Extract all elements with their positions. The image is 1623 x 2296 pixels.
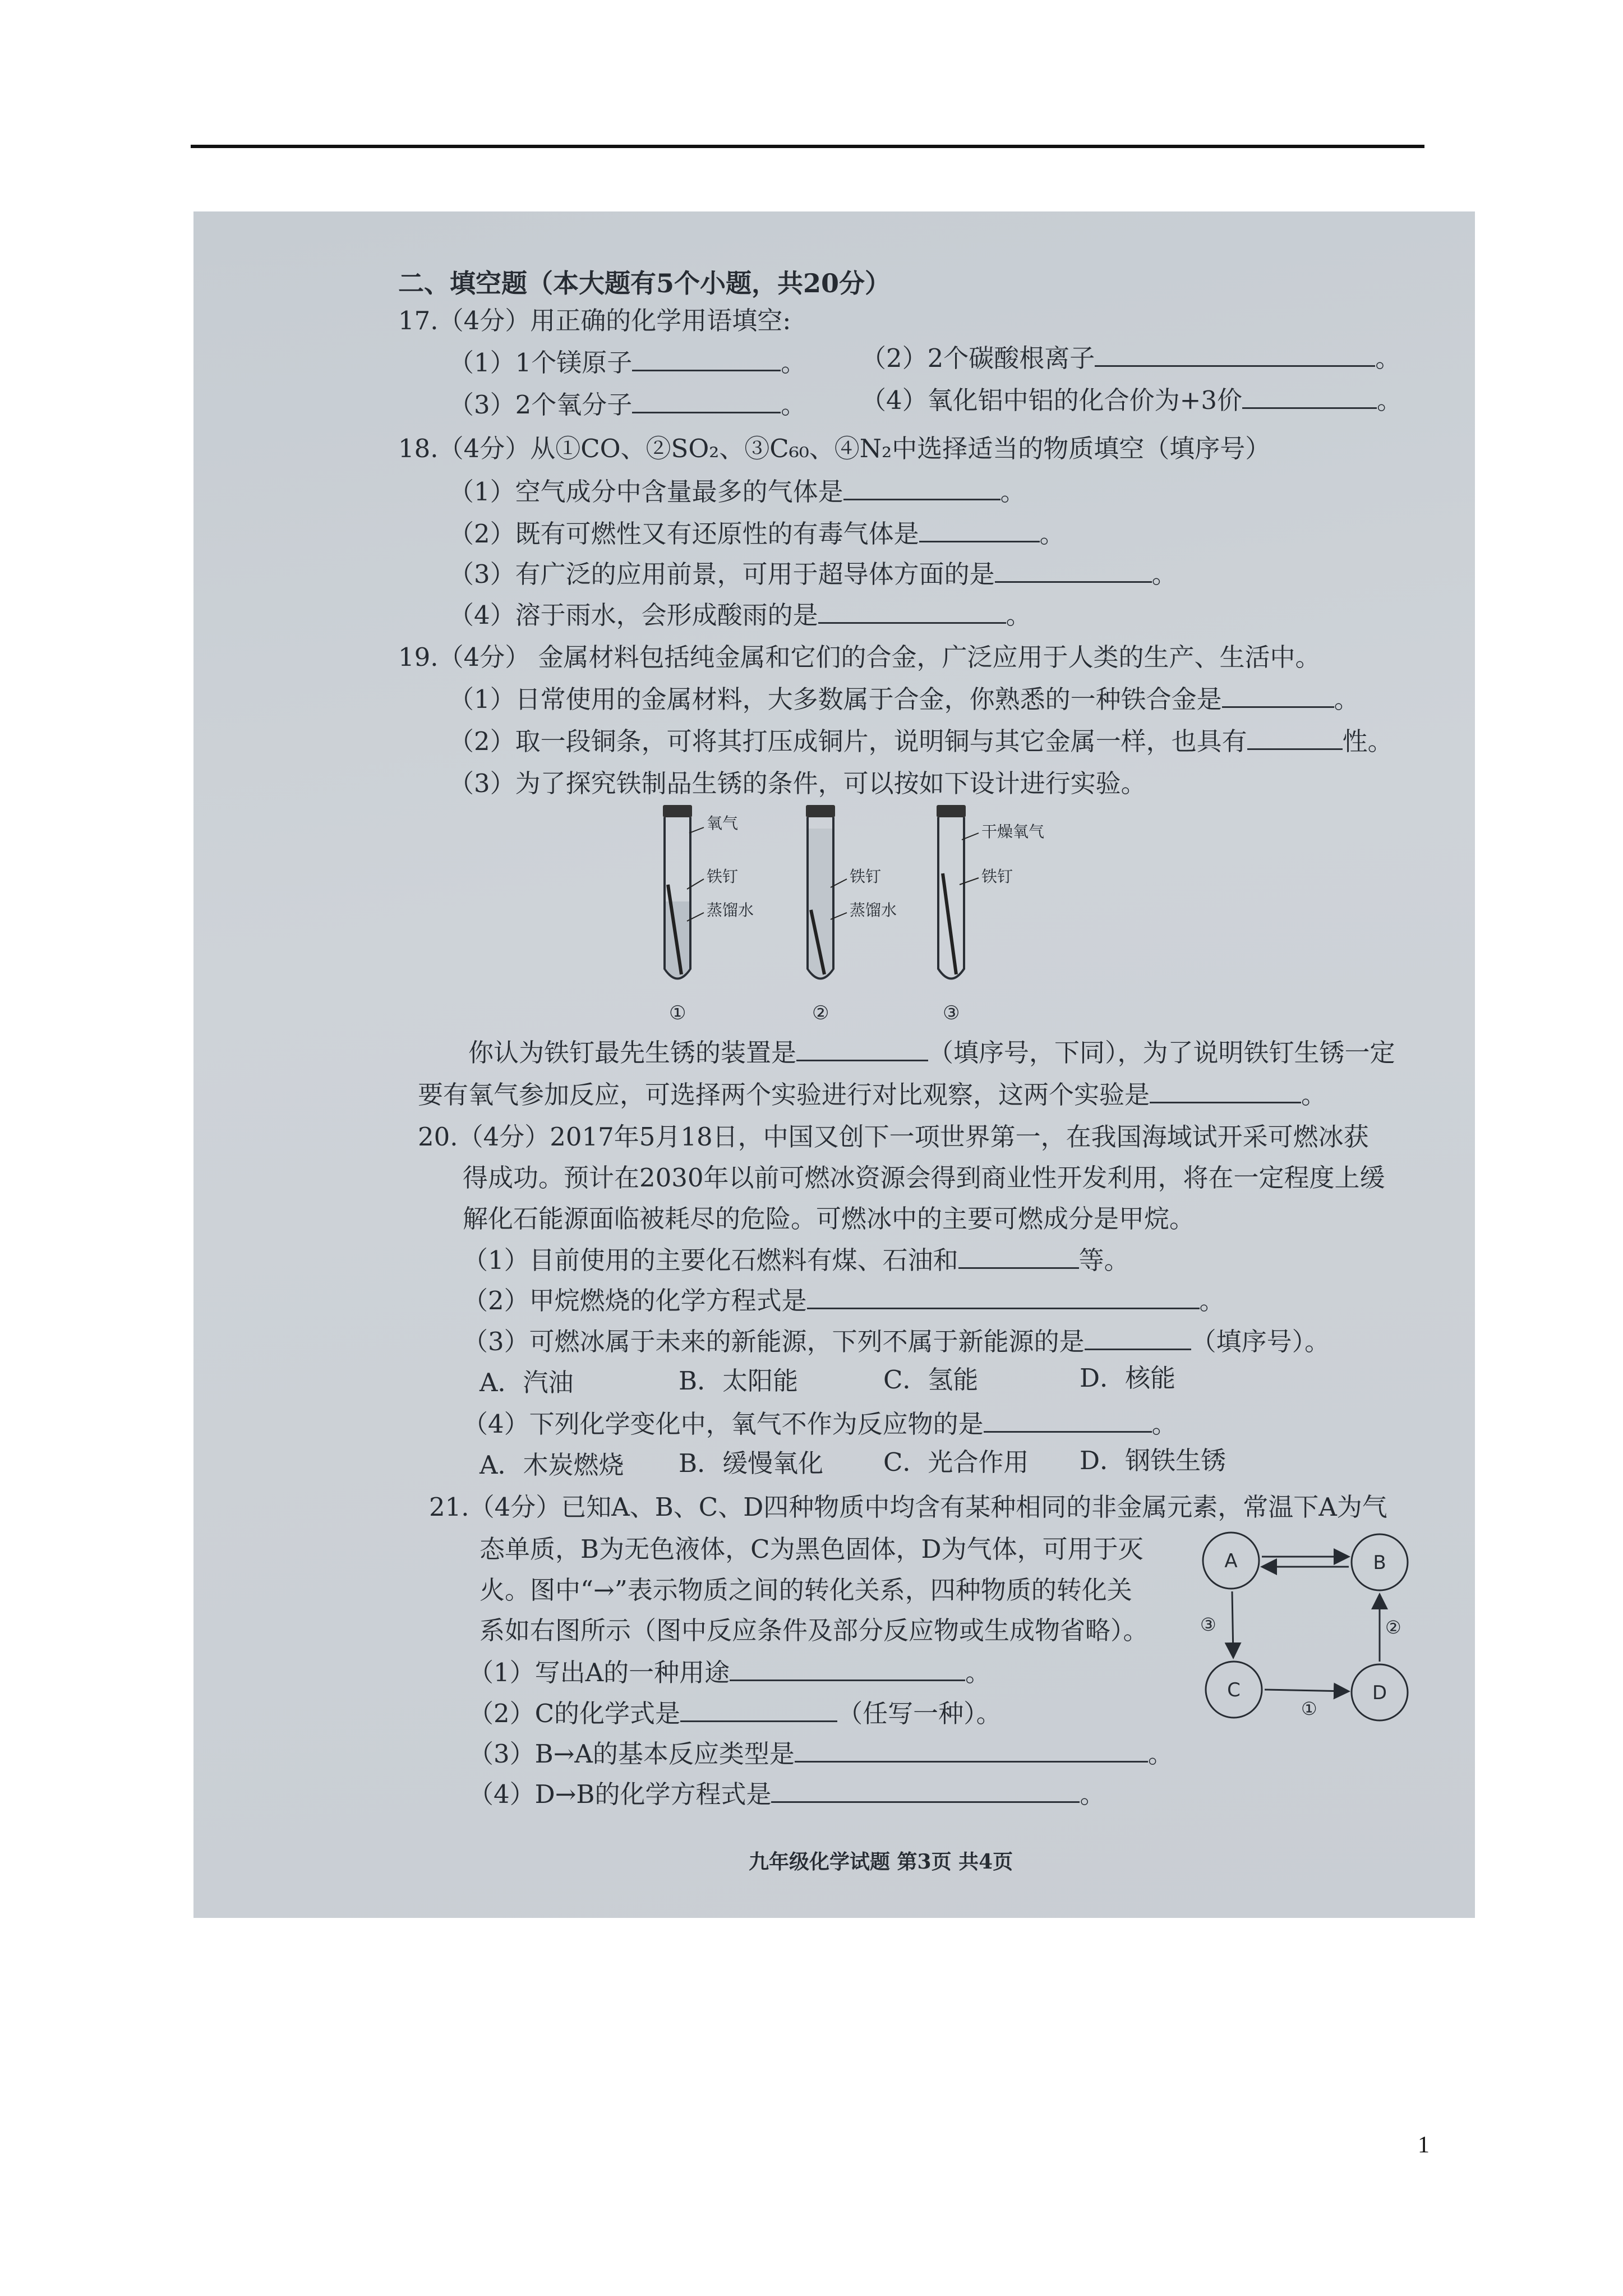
- q19-part3: （3）为了探究铁制品生锈的条件，可以按如下设计进行实验。: [449, 769, 1146, 798]
- arrow-label-1: ①: [1301, 1698, 1317, 1719]
- q19-question-line1: 你认为铁钉最先生锈的装置是 （填序号，下同），为了说明铁钉生锈一定: [468, 1038, 1395, 1068]
- tube2-label-nail: 铁钉: [850, 867, 882, 886]
- section-title: 二、填空题（本大题有5个小题，共20分）: [398, 268, 891, 298]
- q18-part2: （2）既有可燃性又有还原性的有毒气体是 。: [449, 519, 1065, 549]
- tube1-label-nail: 铁钉: [707, 867, 739, 886]
- tube3-label-nail: 铁钉: [981, 867, 1013, 886]
- exam-photo: [193, 211, 1475, 1918]
- q20-part1: （1）目前使用的主要化石燃料有煤、石油和 等。: [463, 1245, 1129, 1275]
- q20-option2-a: A．木炭燃烧: [479, 1450, 624, 1480]
- node-d-label: D: [1372, 1682, 1387, 1704]
- q20-stem-line2: 得成功。预计在2030年以前可燃冰资源会得到商业性开发利用，将在一定程度上缓: [463, 1163, 1385, 1193]
- tube1-number: ①: [669, 1002, 686, 1024]
- q20-option-b: B．太阳能: [679, 1366, 799, 1396]
- q20-option-d: D．核能: [1080, 1363, 1176, 1393]
- tube1-label-oxygen: 氧气: [707, 814, 739, 832]
- q20-option-c: C．氢能: [883, 1365, 979, 1395]
- header-rule: [191, 145, 1424, 148]
- page-footer: 九年级化学试题 第3页 共4页: [749, 1850, 1013, 1874]
- q17-part1: （1）1个镁原子 。: [449, 348, 806, 378]
- q20-part4: （4）下列化学变化中，氧气不作为反应物的是 。: [463, 1409, 1177, 1439]
- node-b-label: B: [1373, 1552, 1386, 1574]
- q19-stem: 19.（4分） 金属材料包括纯金属和它们的合金，广泛应用于人类的生产、生活中。: [398, 642, 1321, 672]
- q18-part1: （1）空气成分中含量最多的气体是 。: [449, 477, 1026, 507]
- q20-option2-c: C．光合作用: [883, 1447, 1029, 1477]
- q18-part4: （4）溶于雨水，会形成酸雨的是 。: [449, 600, 1031, 630]
- arrow-a-to-c: [1232, 1591, 1233, 1656]
- arrow-label-2: ②: [1385, 1617, 1401, 1638]
- q21-conversion-diagram: [1189, 1519, 1424, 1754]
- tube2-label-water: 蒸馏水: [850, 901, 897, 919]
- arrow-label-3: ③: [1200, 1614, 1216, 1635]
- page-number: 1: [1418, 2132, 1430, 2158]
- q17-stem: 17.（4分）用正确的化学用语填空:: [398, 306, 791, 335]
- q20-stem-line3: 解化石能源面临被耗尽的危险。可燃冰中的主要可燃成分是甲烷。: [463, 1204, 1195, 1234]
- q19-part2: （2）取一段铜条，可将其打压成铜片，说明铜与其它金属一样，也具有 性。: [449, 726, 1393, 756]
- q21-part4: （4）D→B的化学方程式是 。: [468, 1779, 1105, 1809]
- tube1-label-water: 蒸馏水: [707, 901, 754, 919]
- q21-stem-line1: 21.（4分）已知A、B、C、D四种物质中均含有某种相同的非金属元素，常温下A为气: [429, 1492, 1387, 1522]
- test-tube-3: [937, 805, 1044, 1024]
- q17-part4: （4）氧化铝中铝的化合价为+3价 。: [861, 385, 1402, 415]
- q19-part1: （1）日常使用的金属材料，大多数属于合金，你熟悉的一种铁合金是 。: [449, 684, 1359, 714]
- q20-part3: （3）可燃冰属于未来的新能源，下列不属于新能源的是 （填序号）。: [463, 1327, 1330, 1356]
- node-a-label: A: [1224, 1550, 1238, 1572]
- rust-experiment-figure: [631, 795, 1068, 1047]
- q17-part2: （2）2个碳酸根离子 。: [861, 343, 1401, 373]
- tube3-label-dry-oxygen: 干燥氧气: [981, 822, 1045, 841]
- q20-part2: （2）甲烷燃烧的化学方程式是 。: [463, 1286, 1225, 1315]
- q18-part3: （3）有广泛的应用前景，可用于超导体方面的是 。: [449, 559, 1177, 589]
- q21-stem-line3: 火。图中“→”表示物质之间的转化关系，四种物质的转化关: [479, 1575, 1132, 1605]
- q21-part3: （3）B→A的基本反应类型是 。: [468, 1739, 1173, 1769]
- q21-stem-line4: 系如右图所示（图中反应条件及部分反应物或生成物省略）。: [479, 1616, 1149, 1645]
- q17-part3: （3）2个氧分子 。: [449, 390, 806, 420]
- q20-option-a: A．汽油: [479, 1368, 574, 1397]
- node-c-label: C: [1227, 1679, 1241, 1701]
- q21-part2: （2）C的化学式是 （任写一种）。: [468, 1699, 1002, 1728]
- tube3-number: ③: [943, 1002, 960, 1024]
- q21-part1: （1）写出A的一种用途 。: [468, 1658, 991, 1687]
- q18-stem: 18.（4分）从①CO、②SO₂、③C₆₀、④N₂中选择适当的物质填空（填序号）: [398, 434, 1271, 463]
- test-tube-1: [663, 805, 754, 1024]
- tube2-number: ②: [812, 1002, 829, 1024]
- q19-question-line2: 要有氧气参加反应，可选择两个实验进行对比观察，这两个实验是 。: [418, 1080, 1327, 1110]
- test-tube-2: [806, 805, 897, 1024]
- q20-option2-d: D．钢铁生锈: [1080, 1446, 1227, 1475]
- arrow-c-to-d: [1265, 1690, 1347, 1691]
- q20-stem-line1: 20.（4分）2017年5月18日，中国又创下一项世界第一，在我国海域试开采可燃冰获: [418, 1122, 1369, 1152]
- q20-option2-b: B．缓慢氧化: [679, 1448, 824, 1478]
- q21-stem-line2: 态单质，B为无色液体，C为黑色固体，D为气体，可用于灭: [479, 1534, 1144, 1564]
